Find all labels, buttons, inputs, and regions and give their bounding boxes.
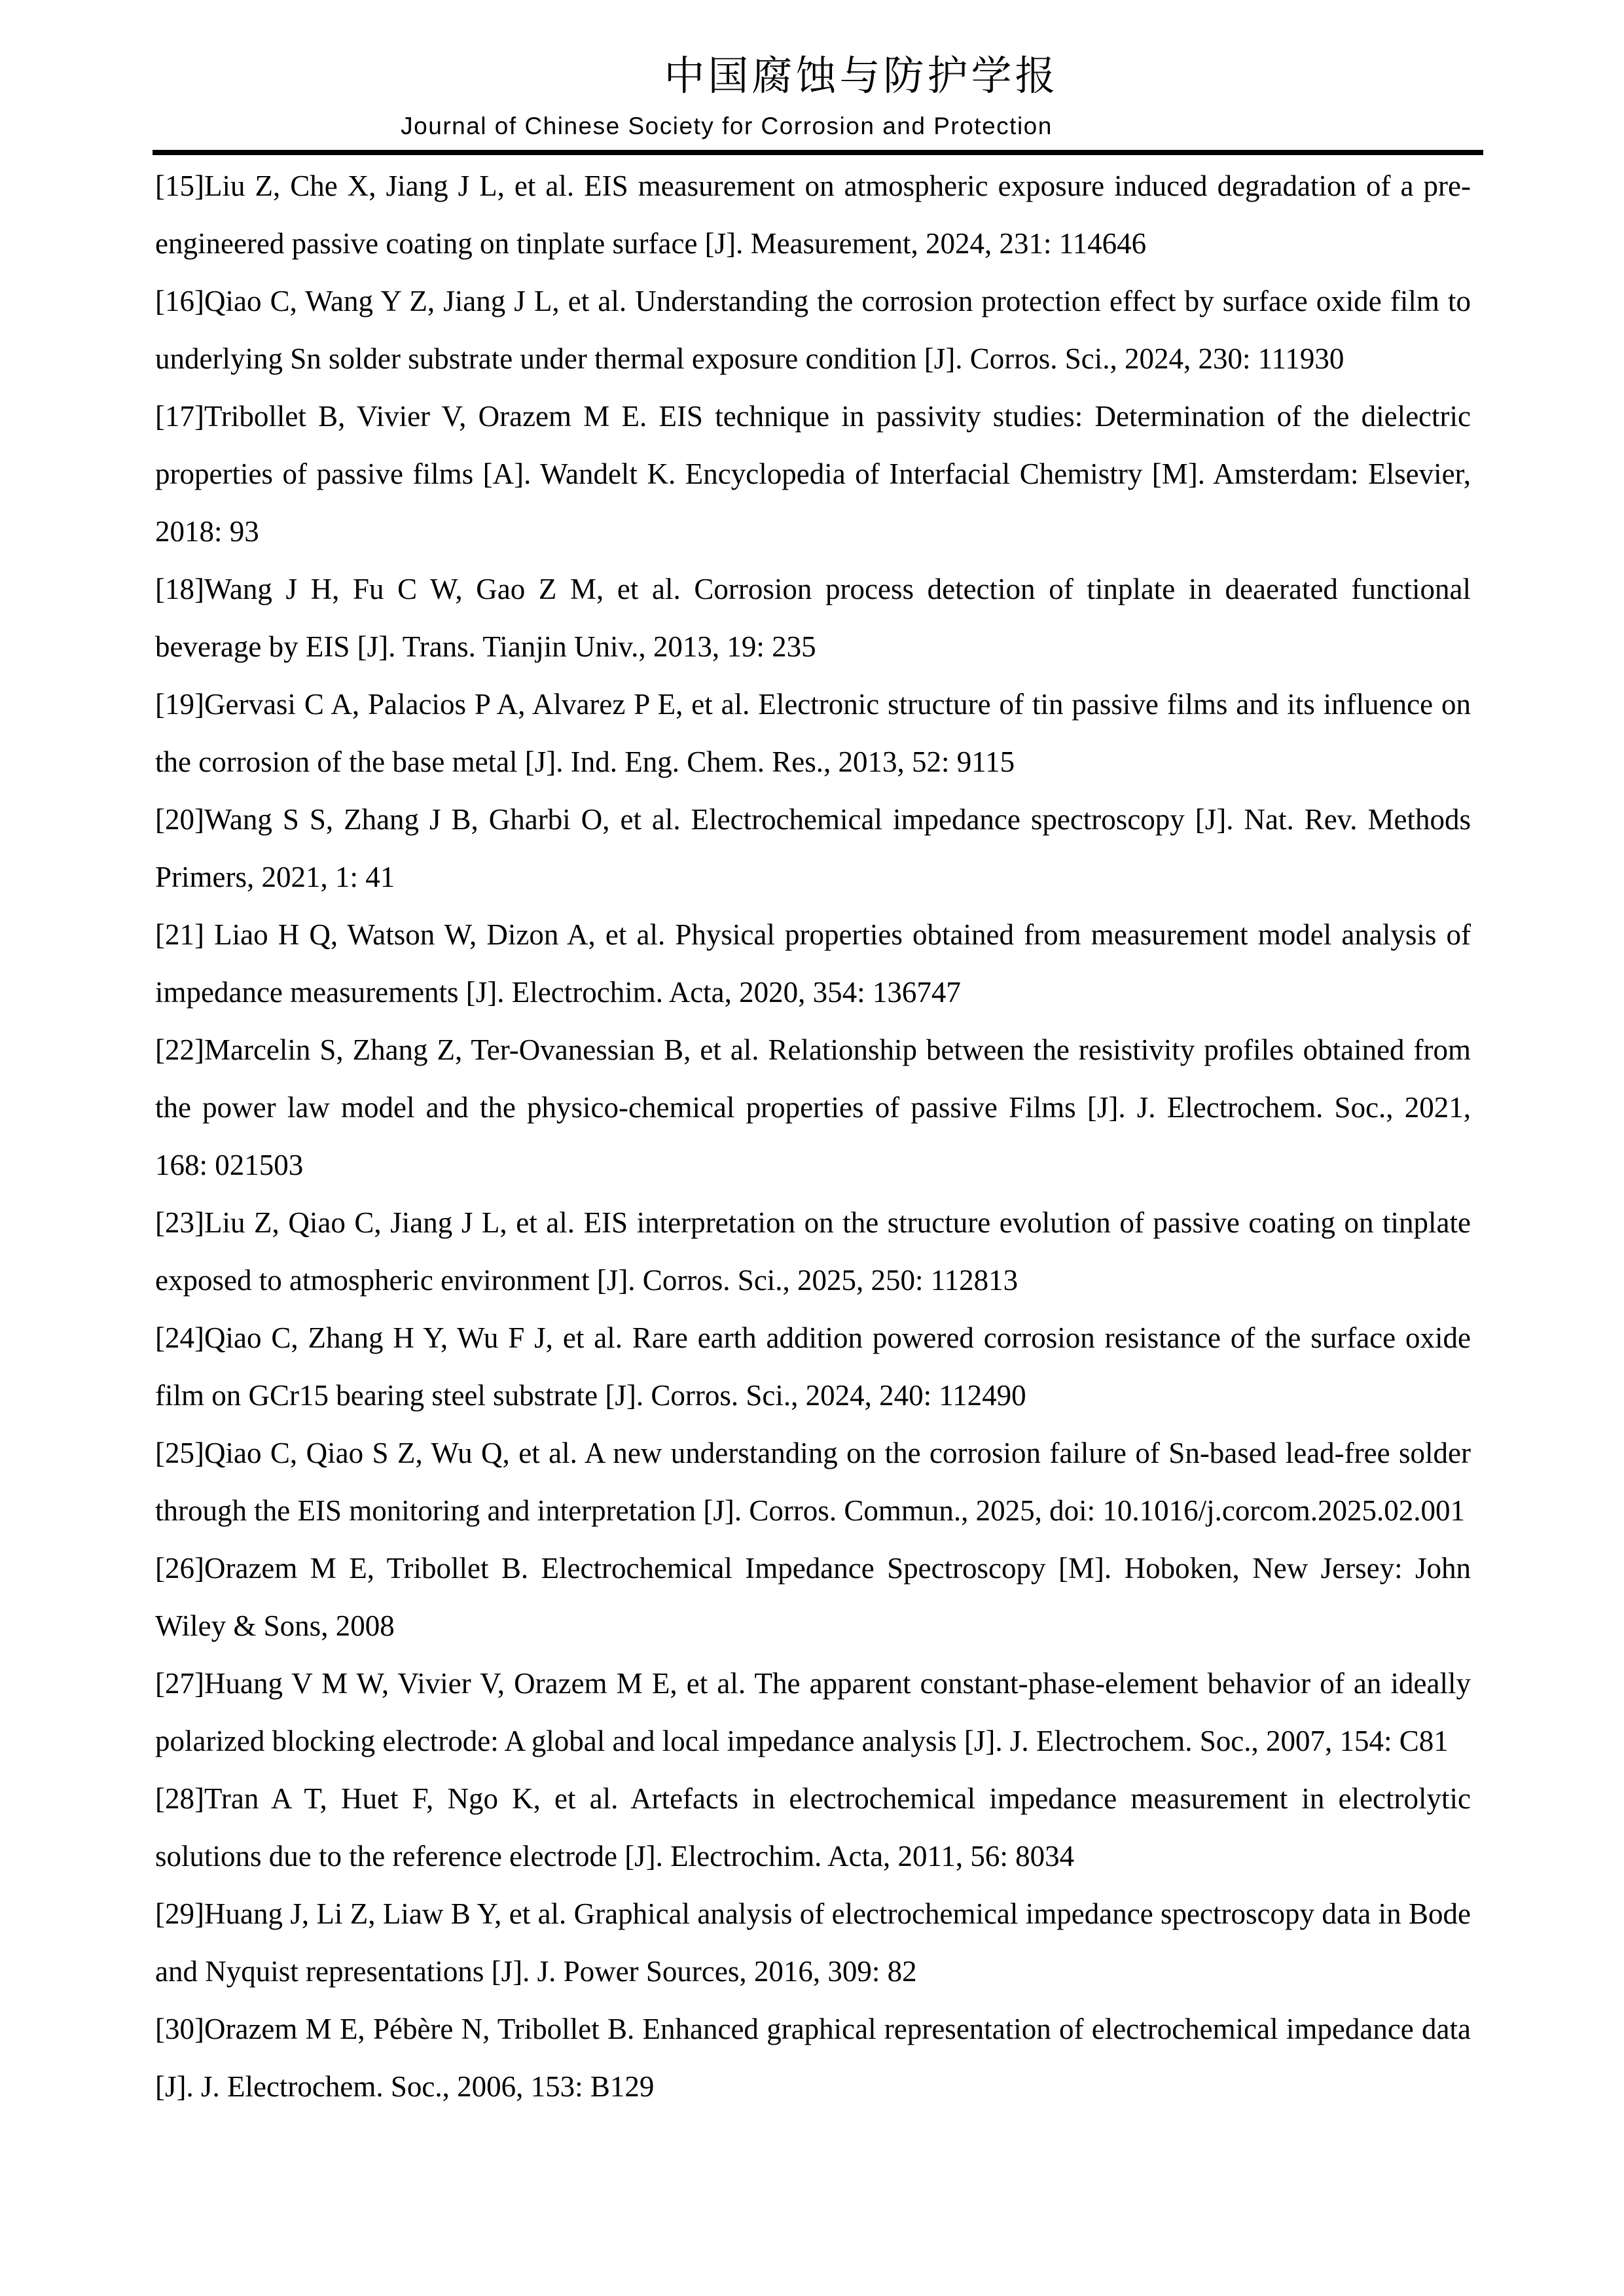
reference-label: [15] [155,170,204,202]
reference-item [155,1539,1471,1655]
reference-item [155,675,1471,791]
reference-label: [22] [155,1033,204,1066]
reference-item [155,1021,1471,1194]
reference-item [155,560,1471,675]
reference-label: [26] [155,1552,204,1585]
reference-item [155,1655,1471,1770]
reference-label: [23] [155,1206,204,1239]
reference-item [155,1424,1471,1539]
reference-label: [24] [155,1321,204,1354]
reference-text: Marcelin S, Zhang Z, Ter-Ovanessian B, et al. Relationship between the resistivity profiles obtained from the power law model and the physico-chemical properties of passive Films [J]. J. Electrochem. Soc., 2021, 168: 021503 [155,1033,1471,1181]
reference-text: Tribollet B, Vivier V, Orazem M E. EIS technique in passivity studies: Determination of the dielectric properties of passive films [A]. Wandelt K. Encyclopedia of Interfacial Chemistry [M]. Amsterdam: Elsevier, 2018: 93 [155,400,1471,548]
reference-item [155,1194,1471,1309]
reference-item [155,791,1471,906]
reference-item [155,157,1471,272]
reference-text: Huang J, Li Z, Liaw B Y, et al. Graphical analysis of electrochemical impedance spectroscopy data in Bode and Nyquist representations [J]. J. Power Sources, 2016, 309: 82 [155,1897,1471,1988]
reference-text: Tran A T, Huet F, Ngo K, et al. Artefacts in electrochemical impedance measurement in electrolytic solutions due to the reference electrode [J]. Electrochim. Acta, 2011, 56: 8034 [155,1782,1471,1873]
reference-text: Liu Z, Qiao C, Jiang J L, et al. EIS interpretation on the structure evolution of passive coating on tinplate exposed to atmospheric environment [J]. Corros. Sci., 2025, 250: 112813 [155,1206,1471,1297]
reference-item [155,1309,1471,1424]
reference-text: Qiao C, Wang Y Z, Jiang J L, et al. Understanding the corrosion protection effect by surface oxide film to underlying Sn solder substrate under thermal exposure condition [J]. Corros. Sci., 2024, 230: 111930 [155,285,1471,375]
reference-label: [19] [155,688,204,721]
reference-item [155,2000,1471,2115]
reference-text: Wang J H, Fu C W, Gao Z M, et al. Corrosion process detection of tinplate in deaerated functional beverage by EIS [J]. Trans. Tianjin Univ., 2013, 19: 235 [155,573,1471,663]
reference-text: Qiao C, Zhang H Y, Wu F J, et al. Rare earth addition powered corrosion resistance of the surface oxide film on GCr15 bearing steel substrate [J]. Corros. Sci., 2024, 240: 112490 [155,1321,1471,1412]
reference-item [155,1885,1471,2000]
reference-label: [30] [155,2013,204,2045]
reference-text: Qiao C, Qiao S Z, Wu Q, et al. A new understanding on the corrosion failure of Sn-based lead-free solder through the EIS monitoring and interpretation [J]. Corros. Commun., 2025, doi: 10.1016/j.corcom.2025.02.001 [155,1437,1471,1527]
reference-label: [25] [155,1437,204,1469]
reference-label: [18] [155,573,204,605]
reference-label: [17] [155,400,204,433]
header-divider [153,150,1483,155]
reference-item [155,387,1471,560]
reference-text: Liao H Q, Watson W, Dizon A, et al. Physical properties obtained from measurement model analysis of impedance measurements [J]. Electrochim. Acta, 2020, 354: 136747 [155,918,1471,1009]
reference-text: Orazem M E, Pébère N, Tribollet B. Enhanced graphical representation of electrochemical impedance data [J]. J. Electrochem. Soc., 2006, 153: B129 [155,2013,1471,2103]
reference-text: Liu Z, Che X, Jiang J L, et al. EIS measurement on atmospheric exposure induced degradation of a pre-engineered passive coating on tinplate surface [J]. Measurement, 2024, 231: 114646 [155,170,1471,260]
journal-title-chinese: 中国腐蚀与防护学报 [664,54,1059,99]
reference-label: [16] [155,285,204,317]
journal-title-english: Journal of Chinese Society for Corrosion and Protection [401,113,1053,139]
reference-text: Huang V M W, Vivier V, Orazem M E, et al. The apparent constant-phase-element behavior of an ideally polarized blocking electrode: A global and local impedance analysis [J]. J. Electrochem. Soc., 2007, 154: C81 [155,1667,1471,1757]
reference-text: Gervasi C A, Palacios P A, Alvarez P E, et al. Electronic structure of tin passive films and its influence on the corrosion of the base metal [J]. Ind. Eng. Chem. Res., 2013, 52: 9115 [155,688,1471,778]
reference-label: [28] [155,1782,204,1815]
reference-label: [29] [155,1897,204,1930]
reference-label: [21] [155,918,204,951]
reference-item [155,906,1471,1021]
reference-item [155,272,1471,387]
reference-item [155,1770,1471,1885]
reference-text: Wang S S, Zhang J B, Gharbi O, et al. Electrochemical impedance spectroscopy [J]. Nat. Rev. Methods Primers, 2021, 1: 41 [155,803,1471,893]
reference-text: Orazem M E, Tribollet B. Electrochemical Impedance Spectroscopy [M]. Hoboken, New Jersey: John Wiley & Sons, 2008 [155,1552,1471,1642]
reference-list [155,157,1471,2115]
reference-label: [27] [155,1667,204,1700]
reference-label: [20] [155,803,204,836]
